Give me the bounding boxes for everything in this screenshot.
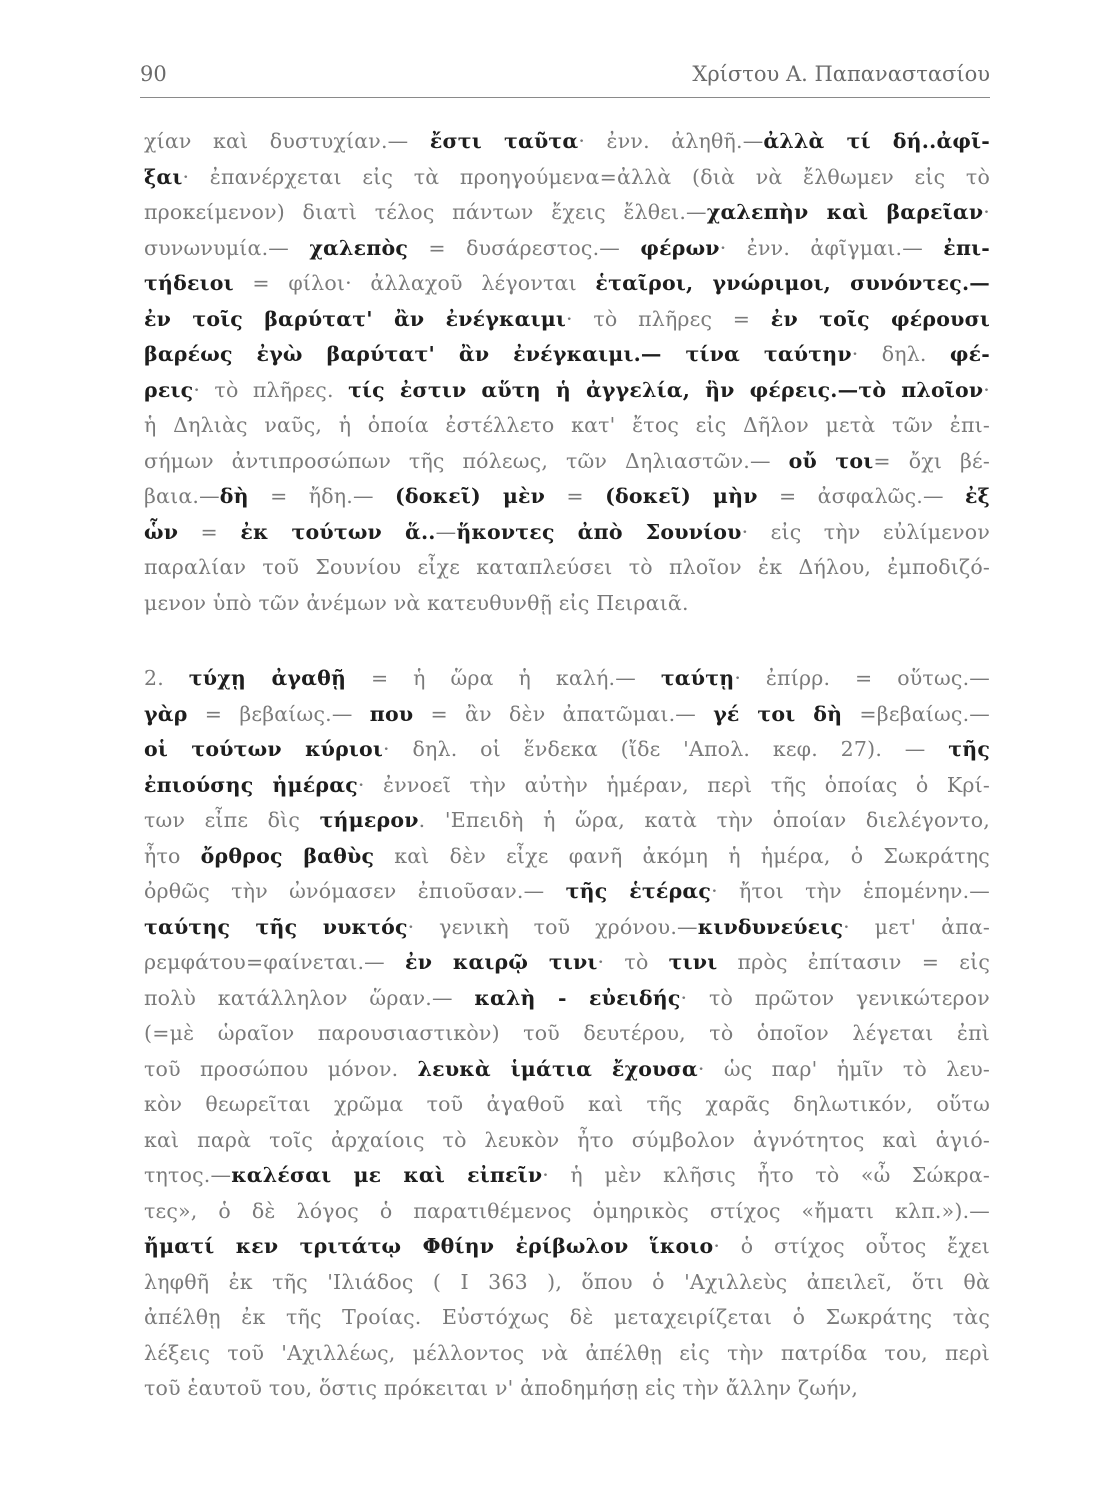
gloss-text: προκείμενον) διατὶ τέλος πάντων ἔχεις ἔλθει.— [144, 200, 707, 224]
text-line [144, 408, 990, 444]
gloss-text: ληφθῆ ἐκ τῆς 'Ιλιάδος ( Ι 363 ), ὅπου ὁ 'Αχιλλεὺς ἀπειλεῖ, ὅτι θὰ [144, 1269, 990, 1294]
gloss-text: · ὡς παρ' ἡμῖν τὸ λευ- [697, 1056, 990, 1081]
gloss-text: ὀρθῶς τὴν ὠνόμασεν ἐπιοῦσαν.— [144, 879, 566, 903]
lemma-text: ἐν τοῖς φέρουσι [770, 306, 990, 331]
lemma-text: τῆς [948, 737, 991, 761]
gloss-text: =βεβαίως.— [842, 701, 990, 726]
lemma-text: τύχῃ ἀγαθῇ [188, 666, 347, 690]
lemma-text: ἀλλὰ τί δή..ἀφῖ- [763, 129, 990, 153]
gloss-text: — [435, 519, 457, 544]
gloss-text: τες», ὁ δὲ λόγος ὁ παρατιθέμενος ὁμηρικὸς στίχος «ἤματι κλπ.»).— [144, 1198, 990, 1223]
lemma-text: ἐκ τούτων ἅ.. [240, 519, 436, 544]
page-number: 90 [140, 62, 167, 86]
gloss-text: . 'Επειδὴ ἡ ὥρα, κατὰ τὴν ὁποίαν διελέγοντο, [418, 808, 990, 832]
gloss-text: βαια.— [144, 484, 220, 508]
gloss-text: πρὸς ἐπίτασιν = εἰς [717, 950, 990, 974]
gloss-text: = [178, 519, 241, 544]
lemma-text: ἤματί κεν τριτάτῳ Φθίην ἐρίβωλον ἵκοιο [144, 1234, 714, 1258]
text-line [144, 732, 990, 768]
lemma-text: δὴ [219, 484, 249, 508]
gloss-text: = ὄχι βέ- [873, 448, 990, 473]
gloss-text: · τὸ πλῆρες. [193, 377, 349, 402]
lemma-text: (δοκεῖ) μὲν [395, 484, 546, 508]
text-line [144, 444, 990, 480]
lemma-text: οἱ τούτων κύριοι [144, 737, 384, 761]
text-line [144, 479, 990, 515]
text-line [144, 1265, 990, 1301]
gloss-text: · [983, 377, 990, 402]
gloss-text: καὶ παρὰ τοῖς ἀρχαίοις τὸ λευκὸν ἦτο σύμβολον ἀγνότητος καὶ ἁγιό- [144, 1127, 990, 1152]
text-line [144, 1016, 990, 1052]
lemma-text: φέ- [949, 342, 990, 366]
text-line [144, 981, 990, 1017]
lemma-text: καλέσαι με καὶ εἰπεῖν [231, 1163, 543, 1187]
gloss-text: · δηλ. οἱ ἕνδεκα (ἴδε 'Απολ. κεφ. 27). — [383, 737, 949, 761]
gloss-text: ἦτο [144, 843, 201, 868]
lemma-text: τήμερον [319, 808, 419, 832]
running-title: Χρίστου Α. Παπαναστασίου [692, 62, 990, 86]
gloss-text: καὶ δὲν εἶχε φανῆ ἀκόμη ἡ ἡμέρα, ὁ Σωκράτης [374, 843, 990, 868]
lemma-text: κινδυνεύεις [697, 914, 844, 939]
lemma-text: καλὴ - εὐειδής [474, 985, 681, 1010]
lemma-text: χαλεπὸς [309, 235, 408, 260]
gloss-text: · ἐννοεῖ τὴν αὐτὴν ἡμέραν, περὶ τῆς ὁποίας ὁ Κρί- [357, 772, 990, 797]
lemma-text: ἑταῖροι, γνώριμοι, συνόντες.— [595, 271, 990, 295]
gloss-text: παραλίαν τοῦ Σουνίου εἶχε καταπλεύσει τὸ πλοῖον ἐκ Δήλου, ἐμποδιζό- [144, 555, 990, 579]
lemma-text: ἐπι- [943, 235, 990, 260]
gloss-text: πολὺ κατάλληλον ὥραν.— [144, 985, 475, 1010]
gloss-text: · τὸ πλῆρες = [566, 306, 771, 331]
lemma-text: φέρων [640, 235, 720, 260]
gloss-text: · ἐπίρρ. = οὕτως.— [734, 666, 990, 690]
text-line [144, 586, 990, 622]
lemma-text: που [369, 701, 414, 726]
gloss-text: ἀπέλθῃ ἐκ τῆς Τροίας. Εὐστόχως δὲ μεταχειρίζεται ὁ Σωκράτης τὰς [144, 1305, 990, 1329]
gloss-text: · [983, 200, 990, 224]
gloss-text: = [545, 484, 606, 508]
gloss-text: 2. [144, 666, 189, 690]
lemma-text: χαλεπὴν καὶ βαρεῖαν [706, 200, 984, 224]
gloss-text: · εἰς τὴν εὐλίμενον [741, 519, 990, 544]
lemma-text: γέ τοι δὴ [713, 701, 843, 726]
text-line [144, 1123, 990, 1159]
gloss-text: · γενικὴ τοῦ χρόνου.— [407, 914, 698, 939]
lemma-text: οὔ τοι [788, 448, 874, 473]
paragraph [144, 124, 990, 621]
gloss-text: = φίλοι· ἀλλαχοῦ λέγονται [233, 271, 596, 295]
gloss-text: · δηλ. [851, 342, 950, 366]
text-line [144, 1300, 990, 1336]
text-line [144, 266, 990, 302]
gloss-text: τητος.— [144, 1163, 232, 1187]
paragraph [144, 661, 990, 1407]
gloss-text: λέξεις τοῦ 'Αχιλλέως, μέλλοντος νὰ ἀπέλθῃ εἰς τὴν πατρίδα του, περὶ [144, 1340, 990, 1365]
text-line [144, 661, 990, 697]
text-line [144, 1336, 990, 1372]
lemma-text: ἔστι ταῦτα [429, 129, 579, 153]
lemma-text: ἐπιούσης ἡμέρας [144, 772, 358, 797]
lemma-text: βαρέως ἐγὼ βαρύτατ' ἂν ἐνέγκαιμι.— τίνα ταύτην [144, 342, 852, 366]
gloss-text: · τὸ πρῶτον γενικώτερον [680, 985, 990, 1010]
text-line [144, 550, 990, 586]
gloss-text: (=μὲ ὡραῖον παρουσιαστικὸν) τοῦ δευτέρου, τὸ ὁποῖον λέγεται ἐπὶ [144, 1021, 990, 1045]
gloss-text: · ἐνν. ἀληθῆ.— [578, 129, 764, 153]
text-line [144, 697, 990, 733]
lemma-text: ταύτῃ [660, 666, 735, 690]
gloss-text: · μετ' ἀπα- [843, 914, 990, 939]
commentary-text [144, 124, 990, 1407]
text-line [144, 839, 990, 875]
header-rule [140, 97, 990, 98]
gloss-text: των εἶπε δὶς [144, 808, 320, 832]
text-line [144, 803, 990, 839]
gloss-text: σήμων ἀντιπροσώπων τῆς πόλεως, τῶν Δηλιαστῶν.— [144, 448, 789, 473]
text-line [144, 337, 990, 373]
gloss-text: ρεμφάτου=φαίνεται.— [144, 950, 406, 974]
gloss-text: = δυσάρεστος.— [408, 235, 641, 260]
lemma-text: ρεις [144, 377, 194, 402]
gloss-text: τοῦ ἑαυτοῦ του, ὅστις πρόκειται ν' ἀποδημήσῃ εἰς τὴν ἄλλην ζωήν, [144, 1376, 859, 1400]
lemma-text: τινι [668, 950, 718, 974]
text-line [144, 231, 990, 267]
gloss-text: · ἤτοι τὴν ἑπομένην.— [711, 879, 991, 903]
gloss-text: συνωνυμία.— [144, 235, 310, 260]
text-line [144, 945, 990, 981]
text-line [144, 160, 990, 196]
lemma-text: τήδειοι [144, 271, 234, 295]
text-line [144, 195, 990, 231]
gloss-text: = ἡ ὥρα ἡ καλή.— [346, 666, 661, 690]
gloss-text: · ὁ στίχος οὗτος ἔχει [713, 1234, 990, 1258]
text-line [144, 1229, 990, 1265]
lemma-text: ἐν καιρῷ τινι [405, 950, 598, 974]
text-line [144, 124, 990, 160]
gloss-text: = ἀσφαλῶς.— [757, 484, 965, 508]
gloss-text: = ἤδη.— [248, 484, 395, 508]
text-line [144, 1087, 990, 1123]
page-header [140, 60, 990, 94]
gloss-text: κὸν θεωρεῖται χρῶμα τοῦ ἀγαθοῦ καὶ τῆς χαρᾶς δηλωτικόν, οὕτω [144, 1092, 990, 1116]
lemma-text: τίς ἐστιν αὕτη ἡ ἀγγελία, ἣν φέρεις.—τὸ πλοῖον [348, 377, 984, 402]
lemma-text: τῆς ἑτέρας [565, 879, 712, 903]
gloss-text: τοῦ προσώπου μόνον. [144, 1056, 418, 1081]
gloss-text: · τὸ [597, 950, 669, 974]
gloss-text: = ἂν δὲν ἀπατῶμαι.— [413, 701, 714, 726]
text-line [144, 373, 990, 409]
lemma-text: λευκὰ ἱμάτια ἔχουσα [417, 1056, 698, 1081]
lemma-text: ὧν [144, 519, 179, 544]
lemma-text: ἐν τοῖς βαρύτατ' ἂν ἐνέγκαιμι [144, 306, 567, 331]
lemma-text: ξαι [144, 164, 183, 189]
gloss-text: · ἡ μὲν κλῆσις ἦτο τὸ «ὦ Σώκρα- [542, 1163, 990, 1187]
lemma-text: (δοκεῖ) μὴν [605, 484, 758, 508]
gloss-text: μενον ὑπὸ τῶν ἀνέμων νὰ κατευθυνθῇ εἰς Πειραιᾶ. [144, 590, 689, 615]
paragraph-gap [144, 621, 990, 661]
text-line [144, 910, 990, 946]
lemma-text: ἐξ [964, 484, 990, 508]
lemma-text: ὄρθρος βαθὺς [200, 843, 375, 868]
text-line [144, 1052, 990, 1088]
gloss-text: · ἐπανέρχεται εἰς τὰ προηγούμενα=ἀλλὰ (διὰ νὰ ἔλθωμεν εἰς τὸ [182, 164, 990, 189]
text-line [144, 768, 990, 804]
gloss-text: = βεβαίως.— [187, 701, 370, 726]
lemma-text: γὰρ [144, 701, 188, 726]
gloss-text: · ἐνν. ἀφῖγμαι.— [719, 235, 944, 260]
gloss-text: χίαν καὶ δυστυχίαν.— [144, 129, 430, 153]
lemma-text: ἥκοντες ἀπὸ Σουνίου [456, 519, 742, 544]
text-line [144, 874, 990, 910]
gloss-text: ἡ Δηλιὰς ναῦς, ἡ ὁποία ἐστέλλετο κατ' ἔτος εἰς Δῆλον μετὰ τῶν ἐπι- [144, 413, 990, 437]
lemma-text: ταύτης τῆς νυκτός [144, 914, 408, 939]
text-line [144, 1194, 990, 1230]
text-line [144, 1158, 990, 1194]
text-line [144, 1371, 990, 1407]
text-line [144, 302, 990, 338]
text-line [144, 515, 990, 551]
